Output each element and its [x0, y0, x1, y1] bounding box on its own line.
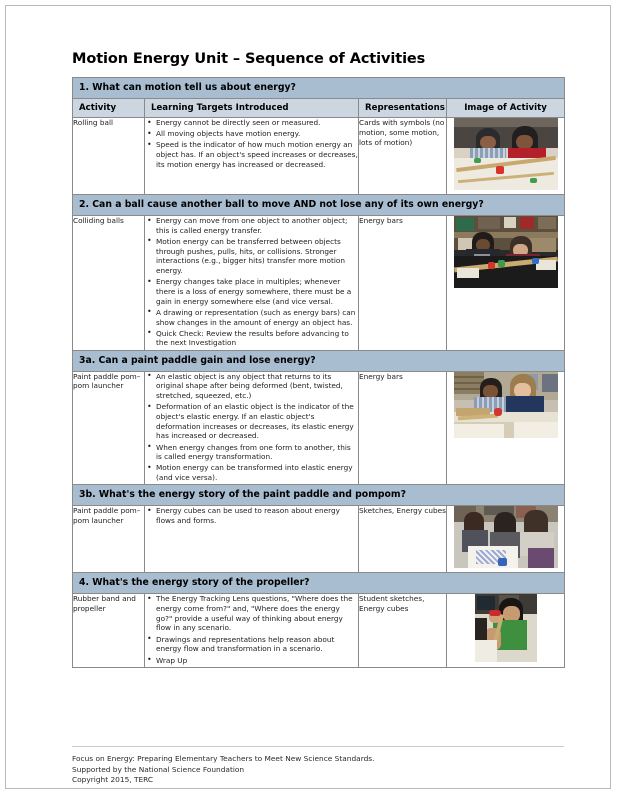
column-header-representations: Representations: [359, 99, 447, 118]
target-item: • All moving objects have motion energy.: [156, 129, 358, 139]
targets-list-2: [145, 216, 358, 348]
representations-cell-3b: Sketches, Energy cubes: [359, 506, 447, 573]
activity-photo-3a: [454, 372, 558, 438]
target-item: • Wrap Up: [156, 656, 358, 666]
page-title: Motion Energy Unit – Sequence of Activities: [72, 51, 426, 67]
target-item: • Energy cubes can be used to reason about energy flows and forms.: [156, 506, 358, 525]
section-heading-1: 1. What can motion tell us about energy?: [73, 78, 565, 99]
column-header-learning-targets: Learning Targets Introduced: [145, 99, 359, 118]
targets-cell-3a: [145, 371, 359, 485]
target-item: • Energy can move from one object to another object; this is called energy transfer.: [156, 216, 358, 235]
column-header-row: [73, 99, 565, 118]
section-heading-3a: 3a. Can a paint paddle gain and lose energy?: [73, 350, 565, 371]
target-item: • Motion energy can be transformed into elastic energy (and vice versa).: [156, 463, 358, 482]
representations-cell-2: Energy bars: [359, 216, 447, 351]
footer-line-3: Copyright 2015, TERC: [72, 775, 154, 785]
representations-cell-3a: Energy bars: [359, 371, 447, 485]
targets-list-3b: [145, 506, 358, 525]
target-item: • Drawings and representations help reason about energy flow and transformation in a scenario.: [156, 635, 358, 654]
column-header-image: Image of Activity: [447, 99, 565, 118]
activity-photo-2: [454, 216, 558, 288]
table-row-4: [73, 594, 565, 667]
column-header-activity: Activity: [73, 99, 145, 118]
section-heading-3b: 3b. What's the energy story of the paint paddle and pompom?: [73, 485, 565, 506]
target-item: • An elastic object is any object that returns to its original shape after being deformed (bent, twisted, stretched, squeezed, etc.): [156, 372, 358, 401]
footer-divider: [72, 746, 564, 747]
targets-list-1: [145, 118, 358, 170]
representations-cell-4: Student sketches, Energy cubes: [359, 594, 447, 667]
targets-cell-2: [145, 216, 359, 351]
targets-cell-3b: [145, 506, 359, 573]
target-item: • Energy changes take place in multiples; whenever there is a loss of energy somewhere, there must be a gain in energy somewhere else (and vice versal.: [156, 277, 358, 306]
section-header-row-1: [73, 78, 565, 99]
document-page: [5, 5, 611, 789]
page-footer: [72, 746, 564, 786]
target-item: • Speed is the indicator of how much motion energy an object has. If an object's speed increases or decreases, its motion energy has increased or decreased.: [156, 140, 358, 169]
image-cell-3b: [447, 506, 565, 573]
section-heading-4: 4. What's the energy story of the propeller?: [73, 573, 565, 594]
footer-line-1: Focus on Energy: Preparing Elementary Teachers to Meet New Science Standards.: [72, 754, 375, 763]
image-cell-2: [447, 216, 565, 351]
table-row-2: [73, 216, 565, 351]
activity-photo-3b: [454, 506, 558, 568]
target-item: • Deformation of an elastic object is the indicator of the object's elastic energy. If an elastic object's deformation increases or decreases, its elastic energy has increased or decreased.: [156, 402, 358, 441]
sequence-of-activities-table: [72, 77, 565, 668]
table-row-3a: [73, 371, 565, 485]
image-cell-3a: [447, 371, 565, 485]
targets-list-4: [145, 594, 358, 665]
activity-cell-1: Rolling ball: [73, 118, 145, 195]
section-header-row-3a: [73, 350, 565, 371]
target-item: • A drawing or representation (such as energy bars) can show changes in the amount of energy an object has.: [156, 308, 358, 327]
page-content: [72, 51, 564, 668]
activity-photo-1: [454, 118, 558, 190]
target-item: • Motion energy can be transferred between objects through pushes, pulls, hits, or collisions. Stronger interactions (e.g., bigger hits) transfer more motion energy.: [156, 237, 358, 276]
section-header-row-2: [73, 195, 565, 216]
target-item: • When energy changes from one form to another, this is called energy transformation.: [156, 443, 358, 462]
activity-cell-4: Rubber band and propeller: [73, 594, 145, 667]
representations-cell-1: Cards with symbols (no motion, some motion, lots of motion): [359, 118, 447, 195]
activity-cell-3a: Paint paddle pom–pom launcher: [73, 371, 145, 485]
image-cell-1: [447, 118, 565, 195]
activity-cell-2: Colliding balls: [73, 216, 145, 351]
activity-cell-3b: Paint paddle pom–pom launcher: [73, 506, 145, 573]
table-row-1: [73, 118, 565, 195]
section-header-row-4: [73, 573, 565, 594]
footer-line-2: Supported by the National Science Foundation: [72, 764, 245, 774]
targets-cell-4: [145, 594, 359, 667]
section-header-row-3b: [73, 485, 565, 506]
targets-cell-1: [145, 118, 359, 195]
activity-photo-4: [475, 594, 537, 662]
target-item: • Quick Check: Review the results before advancing to the next Investigation: [156, 329, 358, 348]
targets-list-3a: [145, 372, 358, 483]
target-item: • The Energy Tracking Lens questions, "Where does the energy come from?" and, "Where does the energy go?" provide a useful way of thinking about energy flow in any scenario.: [156, 594, 358, 633]
section-heading-2: 2. Can a ball cause another ball to move AND not lose any of its own energy?: [73, 195, 565, 216]
target-item: • Energy cannot be directly seen or measured.: [156, 118, 358, 128]
image-cell-4: [447, 594, 565, 667]
table-row-3b: [73, 506, 565, 573]
